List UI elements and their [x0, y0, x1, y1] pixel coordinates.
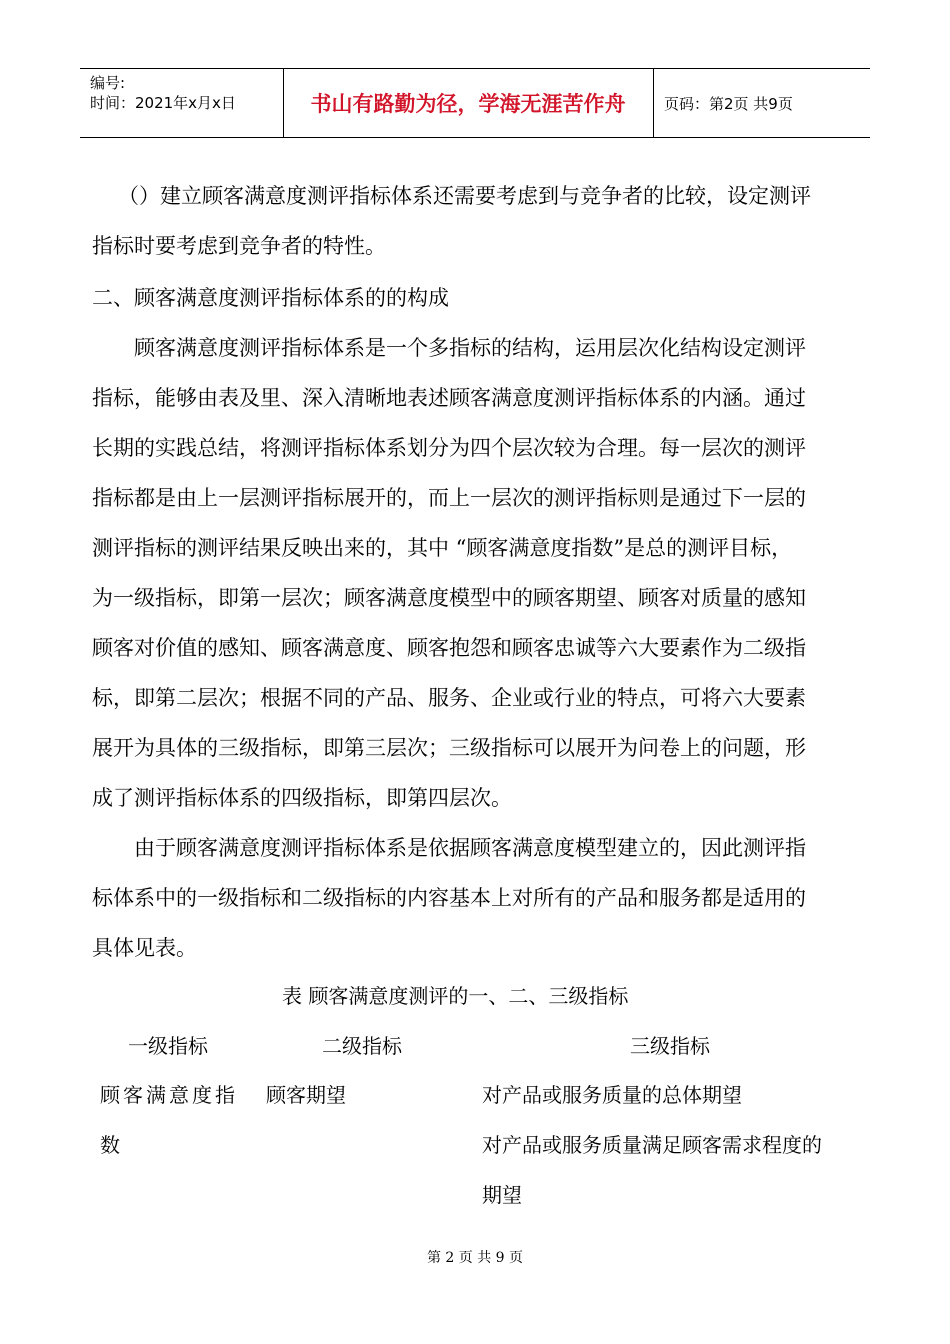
page-info: 页码：第2页 共9页 [664, 94, 793, 113]
paragraph-line: 标，即第二层次；根据不同的产品、服务、企业或行业的特点，可将六大要素 [92, 686, 806, 710]
number-label: 编号: [90, 74, 126, 92]
paragraph-line: 成了测评指标体系的四级指标，即第四层次。 [92, 786, 512, 810]
paragraph-line: 展开为具体的三级指标，即第三层次；三级指标可以展开为问卷上的问题，形 [92, 736, 806, 760]
column-header: 二级指标 [322, 1034, 402, 1058]
date-label: 时间：2021年x月x日 [90, 94, 236, 112]
paragraph-line: 具体见表。 [92, 936, 197, 960]
paragraph-line: （）建立顾客满意度测评指标体系还需要考虑到与竞争者的比较，设定测评 [118, 184, 811, 208]
paragraph-line: 为一级指标，即第一层次；顾客满意度模型中的顾客期望、顾客对质量的感知 [92, 586, 806, 610]
table-cell: 数 [100, 1133, 120, 1157]
paragraph-line: 指标，能够由表及里、深入清晰地表述顾客满意度测评指标体系的内涵。通过 [92, 386, 806, 410]
section-heading: 二、顾客满意度测评指标体系的的构成 [92, 286, 449, 310]
column-header: 一级指标 [128, 1034, 208, 1058]
paragraph-line: 由于顾客满意度测评指标体系是依据顾客满意度模型建立的，因此测评指 [134, 836, 806, 860]
table-cell: 顾客期望 [266, 1083, 346, 1107]
header-left [90, 73, 236, 113]
paragraph-line: 指标都是由上一层测评指标展开的，而上一层次的测评指标则是通过下一层的 [92, 486, 806, 510]
paragraph-line: 标体系中的一级指标和二级指标的内容基本上对所有的产品和服务都是适用的 [92, 886, 806, 910]
motto: 书山有路勤为径，学海无涯苦作舟 [310, 92, 626, 116]
paragraph-line: 顾客对价值的感知、顾客满意度、顾客抱怨和顾客忠诚等六大要素作为二级指 [92, 636, 806, 660]
paragraph-line: 长期的实践总结，将测评指标体系划分为四个层次较为合理。每一层次的测评 [92, 436, 806, 460]
table-cell: 对产品或服务质量满足顾客需求程度的 [482, 1133, 822, 1157]
column-header: 三级指标 [630, 1034, 710, 1058]
table-caption: 表 顾客满意度测评的一、二、三级指标 [282, 984, 629, 1008]
header-divider [653, 69, 654, 137]
table-cell: 期望 [482, 1183, 522, 1207]
paragraph-line: 测评指标的测评结果反映出来的，其中 “顾客满意度指数”是总的测评目标， [92, 536, 793, 560]
page-header [80, 68, 870, 138]
paragraph-line: 指标时要考虑到竞争者的特性。 [92, 234, 386, 258]
table-cell: 顾客满意度指 [100, 1083, 238, 1107]
page-footer: 第 2 页 共 9 页 [426, 1250, 524, 1266]
paragraph-line: 顾客满意度测评指标体系是一个多指标的结构，运用层次化结构设定测评 [134, 336, 806, 360]
table-cell: 对产品或服务质量的总体期望 [482, 1083, 742, 1107]
